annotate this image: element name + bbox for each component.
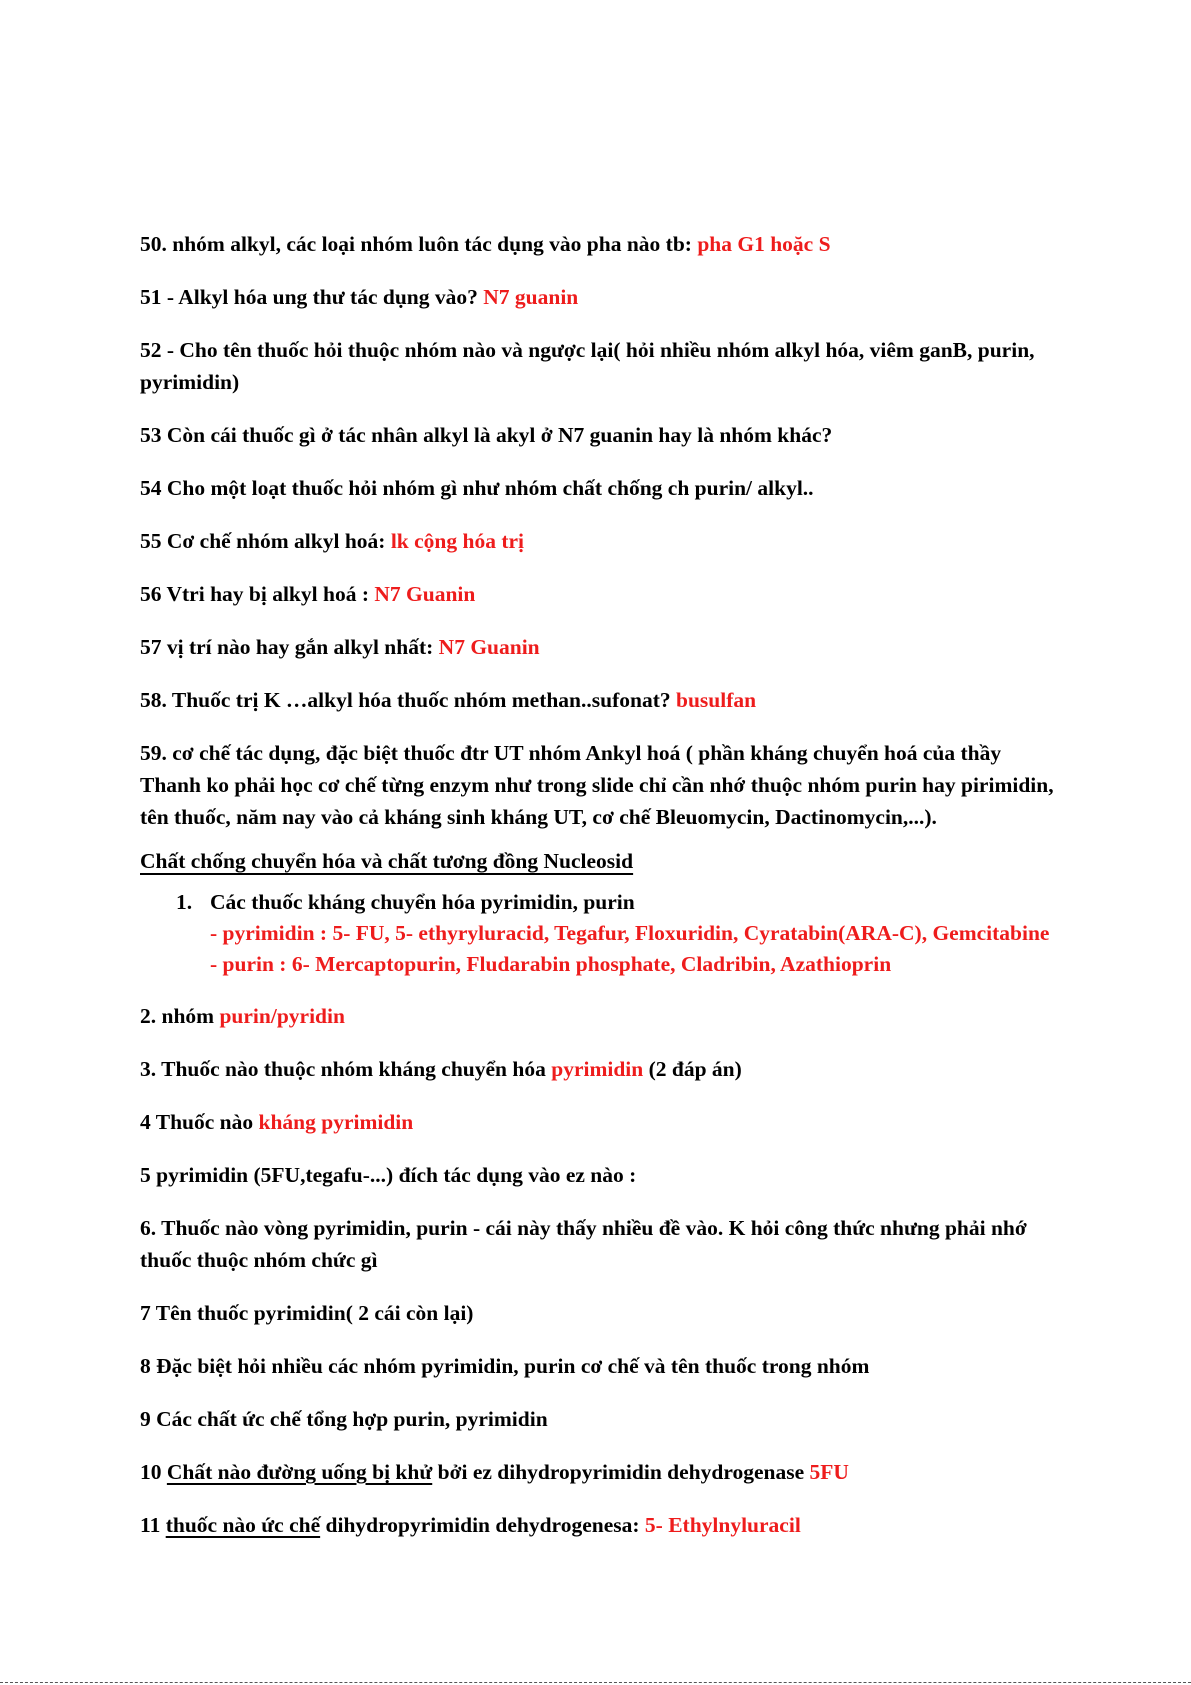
underlined-phrase: Chất nào đường uống bị khử: [166, 1460, 433, 1484]
list-number: 1.: [176, 890, 193, 914]
item-57: 57 vị trí nào hay gắn alkyl nhất: N7 Guanin: [140, 635, 540, 659]
answer: N7 guanin: [483, 285, 579, 309]
item-50: 50. nhóm alkyl, các loại nhóm luôn tác dụng vào pha nào tb: pha G1 hoặc S: [140, 232, 831, 256]
numbered-list-item-1: [140, 887, 1060, 980]
item-2: 2. nhóm purin/pyridin: [140, 1004, 345, 1028]
item-53: 53 Còn cái thuốc gì ở tác nhân alkyl là akyl ở N7 guanin hay là nhóm khác?: [140, 423, 833, 447]
item-55: 55 Cơ chế nhóm alkyl hoá: lk cộng hóa trị: [140, 529, 525, 553]
item-52: 52 - Cho tên thuốc hỏi thuộc nhóm nào và ngược lại( hỏi nhiều nhóm alkyl hóa, viêm ganB, purin, pyrimidin): [140, 338, 1035, 394]
answer: purin/pyridin: [219, 1004, 345, 1028]
answer: kháng pyrimidin: [258, 1110, 414, 1134]
item-56: 56 Vtri hay bị alkyl hoá : N7 Guanin: [140, 582, 476, 606]
pyrimidin-drugs: - pyrimidin : 5- FU, 5- ethyryluracid, Tegafur, Floxuridin, Cyratabin(ARA-C), Gemcitabine: [210, 921, 1050, 945]
item-59: 59. cơ chế tác dụng, đặc biệt thuốc đtr UT nhóm Ankyl hoá ( phần kháng chuyển hoá của thầy Thanh ko phải học cơ chế từng enzym như trong slide chỉ cần nhớ thuộc nhóm purin hay pirimidin, tên thuốc, năm nay vào cả kháng sinh kháng UT, cơ chế Bleuomycin, Dactinomycin,...).: [140, 741, 1054, 829]
section-heading: Chất chống chuyển hóa và chất tương đồng Nucleosid: [140, 849, 634, 873]
item-7: 7 Tên thuốc pyrimidin( 2 cái còn lại): [140, 1301, 474, 1325]
item-11: 11 thuốc nào ức chế dihydropyrimidin dehydrogenesa: 5- Ethylnyluracil: [140, 1513, 801, 1537]
answer: N7 Guanin: [374, 582, 476, 606]
item-5: 5 pyrimidin (5FU,tegafu-...) đích tác dụng vào ez nào :: [140, 1163, 637, 1187]
item-8: 8 Đặc biệt hỏi nhiều các nhóm pyrimidin, purin cơ chế và tên thuốc trong nhóm: [140, 1354, 870, 1378]
item-6: 6. Thuốc nào vòng pyrimidin, purin - cái này thấy nhiều đề vào. K hỏi công thức nhưng phải nhớ thuốc thuộc nhóm chức gì: [140, 1216, 1027, 1272]
page-bottom-divider: [0, 1682, 1191, 1683]
item-9: 9 Các chất ức chế tổng hợp purin, pyrimidin: [140, 1407, 548, 1431]
underlined-phrase: thuốc nào ức chế: [165, 1513, 321, 1537]
answer: lk cộng hóa trị: [390, 529, 525, 553]
item-58: 58. Thuốc trị K …alkyl hóa thuốc nhóm methan..sufonat? busulfan: [140, 688, 757, 712]
answer: pyrimidin: [551, 1057, 644, 1081]
answer: busulfan: [676, 688, 757, 712]
item-4: 4 Thuốc nào kháng pyrimidin: [140, 1110, 414, 1134]
item-51: 51 - Alkyl hóa ung thư tác dụng vào? N7 guanin: [140, 285, 579, 309]
answer: pha G1 hoặc S: [697, 232, 831, 256]
item-54: 54 Cho một loạt thuốc hỏi nhóm gì như nhóm chất chống ch purin/ alkyl..: [140, 476, 814, 500]
answer: 5- Ethylnyluracil: [644, 1513, 801, 1537]
list-title: Các thuốc kháng chuyển hóa pyrimidin, purin: [210, 890, 635, 914]
page-content: [140, 228, 1060, 1562]
answer: N7 Guanin: [438, 635, 540, 659]
item-3: 3. Thuốc nào thuộc nhóm kháng chuyển hóa pyrimidin (2 đáp án): [140, 1057, 742, 1081]
answer: 5FU: [809, 1460, 849, 1484]
purin-drugs: - purin : 6- Mercaptopurin, Fludarabin phosphate, Cladribin, Azathioprin: [210, 952, 892, 976]
item-10: 10 Chất nào đường uống bị khử bởi ez dihydropyrimidin dehydrogenase 5FU: [140, 1460, 849, 1484]
